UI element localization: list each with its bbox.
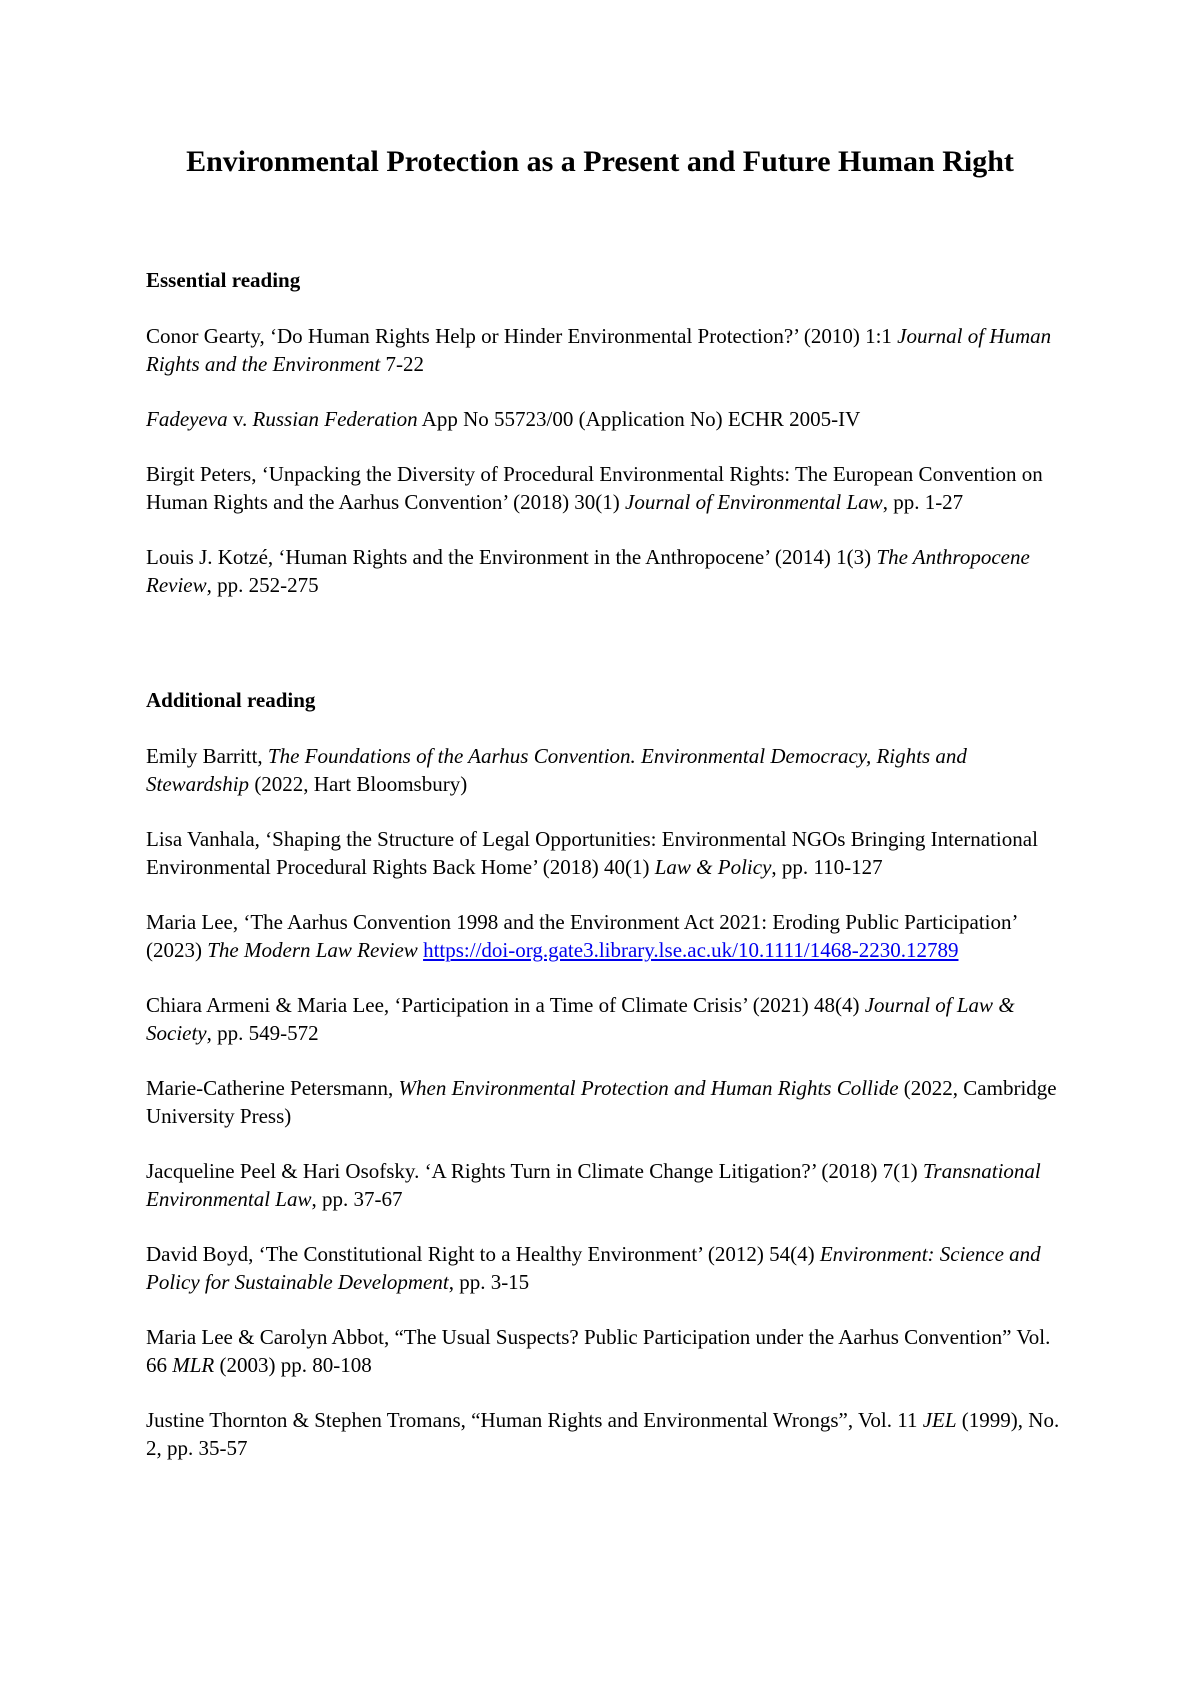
additional-reading-list <box>146 742 1066 1462</box>
reference-entry <box>146 991 1066 1047</box>
reference-entry <box>146 543 1066 599</box>
reference-entry <box>146 460 1066 516</box>
reference-text: , pp. 549-572 <box>206 1021 319 1045</box>
reference-italic-text: The Anthropocene Review <box>146 545 1030 597</box>
reference-entry <box>146 1406 1066 1462</box>
reference-italic-text: Russian Federation <box>252 407 418 431</box>
reference-italic-text: MLR <box>172 1353 215 1377</box>
reference-text: 7-22 <box>380 352 425 376</box>
reference-italic-text: Environment: Science and Policy for Sustainable Development <box>146 1242 1041 1294</box>
reference-italic-text: When Environmental Protection and Human Rights Collide <box>398 1076 899 1100</box>
reference-text: Maria Lee, ‘The Aarhus Convention 1998 and the Environment Act 2021: Eroding Public Participation’ (2023) <box>146 910 1017 962</box>
reference-text: Lisa Vanhala, ‘Shaping the Structure of Legal Opportunities: Environmental NGOs Bringing International Environmental Procedural Rights Back Home’ (2018) 40(1) <box>146 827 1038 879</box>
reference-text: , pp. 252-275 <box>206 573 319 597</box>
reference-text: , pp. 1-27 <box>882 490 964 514</box>
reference-italic-text: Transnational Environmental Law <box>146 1159 1041 1211</box>
reference-entry <box>146 405 1066 433</box>
reference-italic-text: The Modern Law Review <box>207 938 418 962</box>
essential-reading-list <box>146 322 1066 599</box>
reference-text: Marie-Catherine Petersmann, <box>146 1076 399 1100</box>
reference-text: Birgit Peters, ‘Unpacking the Diversity of Procedural Environmental Rights: The European Convention on Human Rights and the Aarhus Convention’ (2018) 30(1) <box>146 462 1043 514</box>
reference-text: Emily Barritt, <box>146 744 268 768</box>
reference-link[interactable]: https://doi-org.gate3.library.lse.ac.uk/10.1111/1468-2230.12789 <box>423 938 959 962</box>
reference-text: App No 55723/00 (Application No) ECHR 2005-IV <box>417 407 861 431</box>
reference-text: Conor Gearty, ‘Do Human Rights Help or Hinder Environmental Protection?’ (2010) 1:1 <box>146 324 898 348</box>
reference-italic-text: The Foundations of the Aarhus Convention. Environmental Democracy, Rights and Stewardship <box>146 744 967 796</box>
reference-italic-text: Law & Policy <box>654 855 772 879</box>
section-heading-essential: Essential reading <box>146 268 301 292</box>
reference-text: , pp. 110-127 <box>771 855 883 879</box>
reference-text: (1999), No. 2, pp. 35-57 <box>146 1408 1060 1460</box>
reference-text: (2022, Cambridge University Press) <box>146 1076 1057 1128</box>
reference-entry <box>146 1074 1066 1130</box>
reference-text: , pp. 3-15 <box>448 1270 530 1294</box>
reference-italic-text: Journal of Human Rights and the Environment <box>146 324 1052 376</box>
reference-text: v. <box>227 407 253 431</box>
reference-text: Jacqueline Peel & Hari Osofsky. ‘A Rights Turn in Climate Change Litigation?’ (2018) 7(1) <box>146 1159 923 1183</box>
reference-entry <box>146 908 1066 964</box>
section-heading-additional: Additional reading <box>146 688 316 712</box>
reference-text: Louis J. Kotzé, ‘Human Rights and the Environment in the Anthropocene’ (2014) 1(3) <box>146 545 877 569</box>
reference-entry <box>146 1323 1066 1379</box>
reference-entry <box>146 1157 1066 1213</box>
reference-entry <box>146 322 1066 378</box>
reference-text: (2003) pp. 80-108 <box>214 1353 372 1377</box>
reference-text: Justine Thornton & Stephen Tromans, “Human Rights and Environmental Wrongs”, Vol. 11 <box>146 1408 923 1432</box>
reference-entry <box>146 742 1066 798</box>
reference-entry <box>146 825 1066 881</box>
reference-entry <box>146 1240 1066 1296</box>
reference-text: David Boyd, ‘The Constitutional Right to a Healthy Environment’ (2012) 54(4) <box>146 1242 820 1266</box>
page-title: Environmental Protection as a Present and Future Human Right <box>186 145 1014 178</box>
reference-text: (2022, Hart Bloomsbury) <box>249 772 468 796</box>
reference-text: Chiara Armeni & Maria Lee, ‘Participation in a Time of Climate Crisis’ (2021) 48(4) <box>146 993 865 1017</box>
reference-italic-text: Journal of Environmental Law <box>625 490 883 514</box>
reference-italic-text: Fadeyeva <box>146 407 228 431</box>
reference-italic-text: JEL <box>922 1408 957 1432</box>
reference-text: Maria Lee & Carolyn Abbot, “The Usual Suspects? Public Participation under the Aarhus Convention” Vol. 66 <box>146 1325 1051 1377</box>
reference-italic-text: Journal of Law & Society <box>146 993 1015 1045</box>
reference-text: , pp. 37-67 <box>311 1187 403 1211</box>
